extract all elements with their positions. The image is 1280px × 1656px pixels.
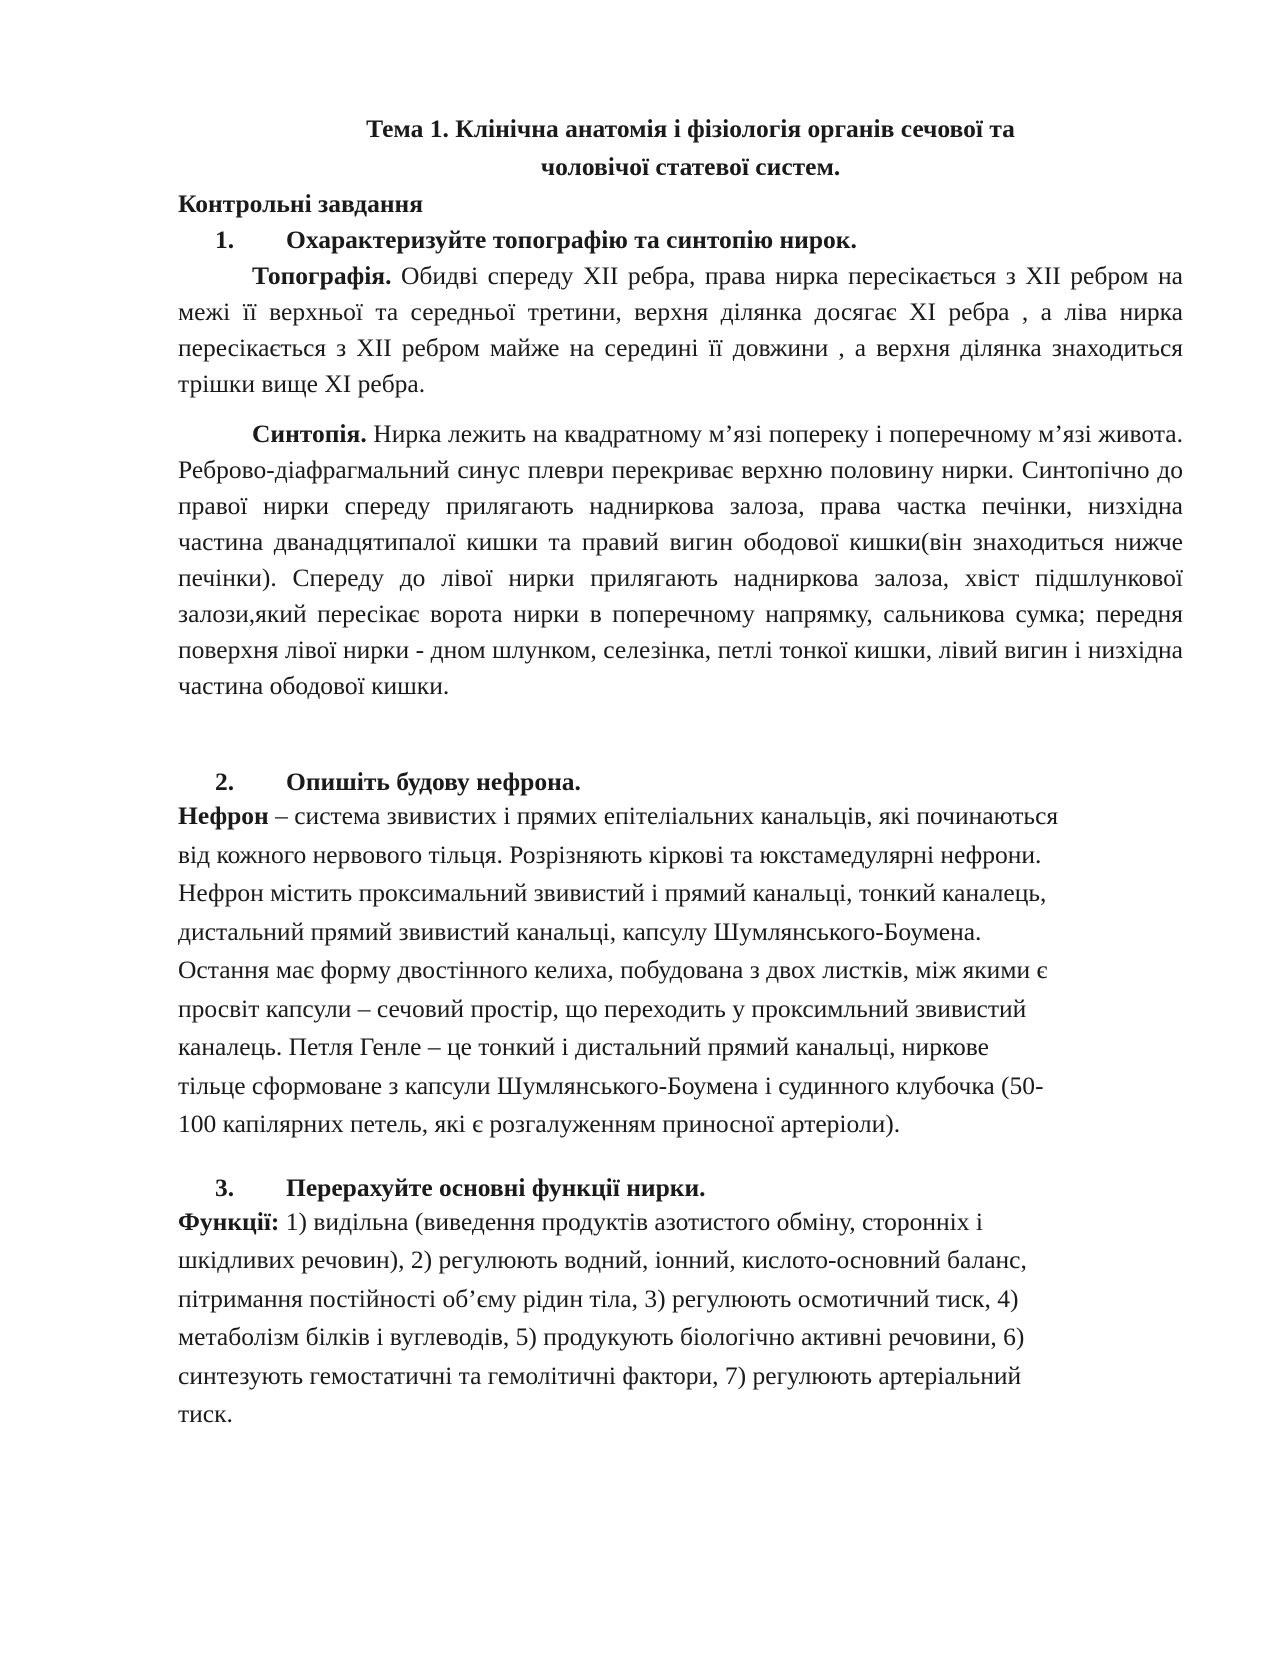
- syntopy-label: Синтопія.: [252, 419, 367, 448]
- nephron-label: Нефрон: [178, 801, 269, 830]
- question-1-text: Охарактеризуйте топографію та синтопію нирок.: [286, 225, 857, 254]
- title-line-2: чоловічої статевої систем.: [540, 152, 841, 181]
- functions-paragraph: [178, 1203, 1183, 1434]
- nephron-line-1: – система звивистих і прямих епітеліальних канальців, які починаються: [268, 801, 1059, 830]
- topography-paragraph: [178, 258, 1183, 402]
- question-2-text: Опишіть будову нефрона.: [286, 767, 581, 796]
- topography-label: Топографія.: [252, 261, 392, 290]
- functions-line-1: 1) видільна (виведення продуктів азотистого обміну, сторонніх і: [279, 1206, 983, 1236]
- nephron-line-5: Остання має форму двостінного келиха, побудована з двох листків, між якими є: [178, 955, 1048, 984]
- question-3-heading: [178, 1170, 1183, 1206]
- question-2-heading: [178, 764, 1183, 800]
- question-3-number: 3.: [215, 1172, 235, 1202]
- nephron-line-2: від кожного нервового тільця. Розрізняють кіркові та юкстамедулярні нефрони.: [178, 839, 1042, 869]
- syntopy-text: Нирка лежить на квадратному м’язі попереку і поперечному м’язі живота. Реброво-діафрагмальний синус плеври перекриває верхню половину нирки. Синтопічно до правої нирки спереду прилягають надниркова залоза, права частка печінки, низхідна частина дванадцятипалої кишки та правий вигин ободової кишки(він знаходиться нижче печінки). Спереду до лівої нирки прилягають надниркова залоза, хвіст підшлункової залози,який пересікає ворота нирки в поперечному напрямку, сальникова сумка; передня поверхня лівої нирки - дном шлунком, селезінка, петлі тонкої кишки, лівий вигин і низхідна частина ободової кишки.: [178, 419, 1183, 700]
- document-title: [178, 110, 1183, 186]
- document-page: [178, 110, 1183, 1434]
- syntopy-paragraph: [178, 416, 1183, 704]
- question-2-number: 2.: [215, 767, 235, 796]
- functions-line-4: метаболізм білків і вуглеводів, 5) продукують біологічно активні речовини, 6): [178, 1322, 1025, 1351]
- nephron-line-3: Нефрон містить проксимальний звивистий і прямий канальці, тонкий каналець,: [178, 878, 1047, 907]
- control-tasks-heading: Контрольні завдання: [178, 189, 424, 218]
- functions-line-6: тиск.: [178, 1399, 233, 1428]
- nephron-line-7: каналець. Петля Генле – це тонкий і дистальний прямий канальці, ниркове: [178, 1032, 989, 1061]
- nephron-line-6: просвіт капсули – сечовий простір, що переходить у проксимльний звивистий: [178, 993, 1027, 1023]
- title-line-1: Тема 1. Клінічна анатомія і фізіологія органів сечової та: [366, 114, 1015, 143]
- functions-line-5: синтезують гемостатичні та гемолітичні фактори, 7) регулюють артеріальний: [178, 1360, 1022, 1390]
- question-3-text: Перерахуйте основні функції нирки.: [286, 1172, 706, 1202]
- nephron-line-4: дистальний прямий звивистий канальці, капсулу Шумлянського-Боумена.: [178, 916, 982, 946]
- functions-label: Функції:: [178, 1206, 280, 1236]
- topography-text: Обидві спереду XII ребра, права нирка пересікається з XII ребром на межі її верхньої та середньої третини, верхня ділянка досягає XI ребра , а ліва нирка пересікається з XII ребром майже на середині її довжини , а верхня ділянка знаходиться трішки вище XI ребра.: [178, 261, 1184, 398]
- nephron-paragraph: [178, 797, 1183, 1144]
- nephron-line-8: тільце сформоване з капсули Шумлянського-Боумена і судинного клубочка (50-: [178, 1070, 1044, 1100]
- functions-line-3: пітримання постійності об’єму рідин тіла, 3) регулюють осмотичний тиск, 4): [178, 1283, 1019, 1313]
- question-1-heading: [178, 222, 1183, 258]
- functions-line-2: шкідливих речовин), 2) регулюють водний, іонний, кислото-основний баланс,: [178, 1245, 1027, 1274]
- question-1-number: 1.: [215, 225, 235, 254]
- nephron-line-9: 100 капілярних петель, які є розгалуженням приносної артеріоли).: [178, 1109, 901, 1138]
